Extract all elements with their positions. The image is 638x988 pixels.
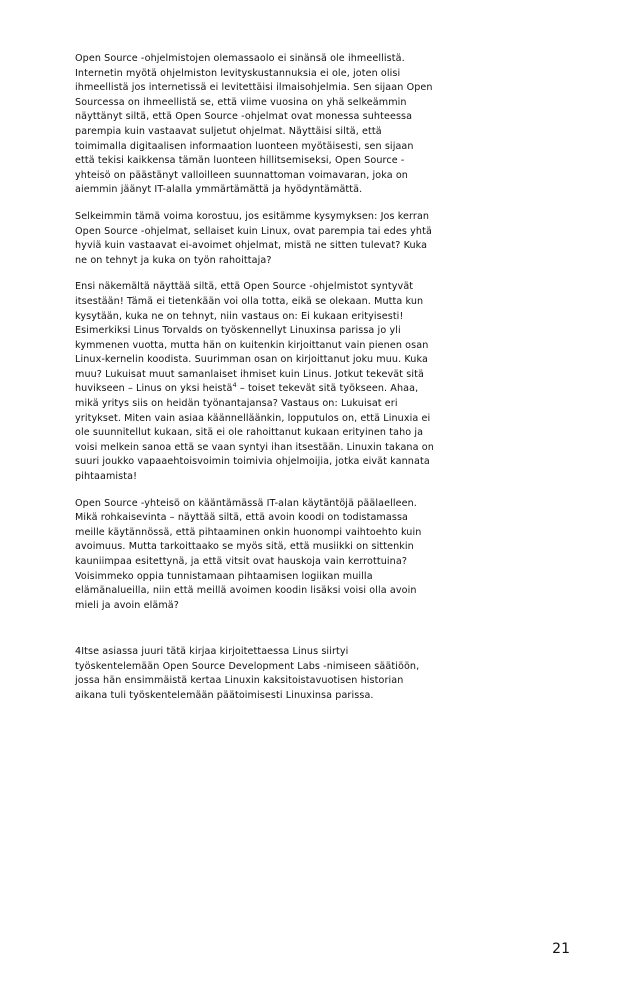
paragraph-2: Selkeimmin tämä voima korostuu, jos esitämme kysymyksen: Jos kerran Open Source -ohjelmat, sellaiset kuin Linux, ovat parempia tai edes yhtä hyviä kuin vastaavat ei-avoimet ohjelmat, mistä ne sitten tulevat? Kuka ne on tehnyt ja kuka on työn rahoittaja? <box>75 210 432 266</box>
page-number: 21 <box>552 941 570 957</box>
footnote-reference: 4 <box>232 381 237 390</box>
paragraph-4: Open Source -yhteisö on kääntämässä IT-alan käytäntöjä päälaelleen. Mikä rohkaisevinta – näyttää siltä, että avoin koodi on todistamassa meille käytännössä, että pihtaaminen onkin huonompi vaihtoehto kuin avoimuus. Mutta tarkoittaako se myös sitä, että musiikki on sittenkin kauniimpaa esitettynä, ja että vitsit ovat hauskoja vain kerrottuina? Voisimmeko oppia tunnistamaan pihtaamisen logiikan muilla elämänalueilla, niin että meillä avoimen koodin lisäksi voisi olla avoin mieli ja avoin elämä? <box>75 497 422 611</box>
paragraph-3 <box>75 280 435 484</box>
paragraph-3-text-after: – toiset tekevät sitä työkseen. Ahaa, mikä yritys siis on heidän työnantajansa? Vastaus on: Lukuisat eri yritykset. Miten vain asiaa käännelläänkin, lopputulos on, että Linuxia ei ole suunnitellut kukaan, sitä ei ole rahoittanut kukaan erityinen taho ja voisi melkein sanoa että se vaan syntyi ihan itsestään. Linuxin takana on suuri joukko vapaaehtoisvoimin toimivia ohjelmoijia, jotka eivät kannata pihtaamista! <box>75 383 434 483</box>
body-text <box>75 52 435 625</box>
paragraph-1: Open Source -ohjelmistojen olemassaolo ei sinänsä ole ihmeellistä. Internetin myötä ohjelmiston levityskustannuksia ei ole, joten olisi ihmeellistä jos internetissä ei levitettäisi ilmaisohjelmia. Sen sijaan Open Sourcessa on ihmeellistä se, että viime vuosina on yhä selkeämmin näyttänyt siltä, että Open Source -ohjelmat ovat monessa suhteessa parempia kuin vastaavat suljetut ohjelmat. Näyttäisi siltä, että toimimalla digitaalisen informaation luonteen myötäisesti, sen sijaan että tekisi kaikkensa tämän luonteen hillitsemiseksi, Open Source -yhteisö on päästänyt valloilleen suunnattoman voimavaran, joka on aiemmin jäänyt IT-alalla ymmärtämättä ja hyödyntämättä. <box>75 53 433 196</box>
footnote: 4Itse asiassa juuri tätä kirjaa kirjoitettaessa Linus siirtyi työskentelemään Open Source Development Labs -nimiseen säätiöön, jossa hän ensimmäistä kertaa Linuxin kaksitoistavuotisen historian aikana tuli työskentelemään päätoimisesti Linuxinsa parissa. <box>75 646 420 701</box>
paragraph-3-text-before: Ensi näkemältä näyttää siltä, että Open Source -ohjelmistot syntyvät itsestään! Tämä ei tietenkään voi olla totta, eikä se olekaan. Mutta kun kysytään, kuka ne on tehnyt, niin vastaus on: Ei kukaan erityisesti! Esimerkiksi Linus Torvalds on työskennellyt Linuxinsa parissa jo yli kymmenen vuotta, mutta hän on kuitenkin kirjoittanut vain pienen osan Linux-kernelin koodista. Suurimman osan on kirjoittanut joku muu. Kuka muu? Lukuisat muut samanlaiset ihmiset kuin Linus. Jotkut tekevät sitä huvikseen – Linus on yksi heistä <box>75 281 429 395</box>
